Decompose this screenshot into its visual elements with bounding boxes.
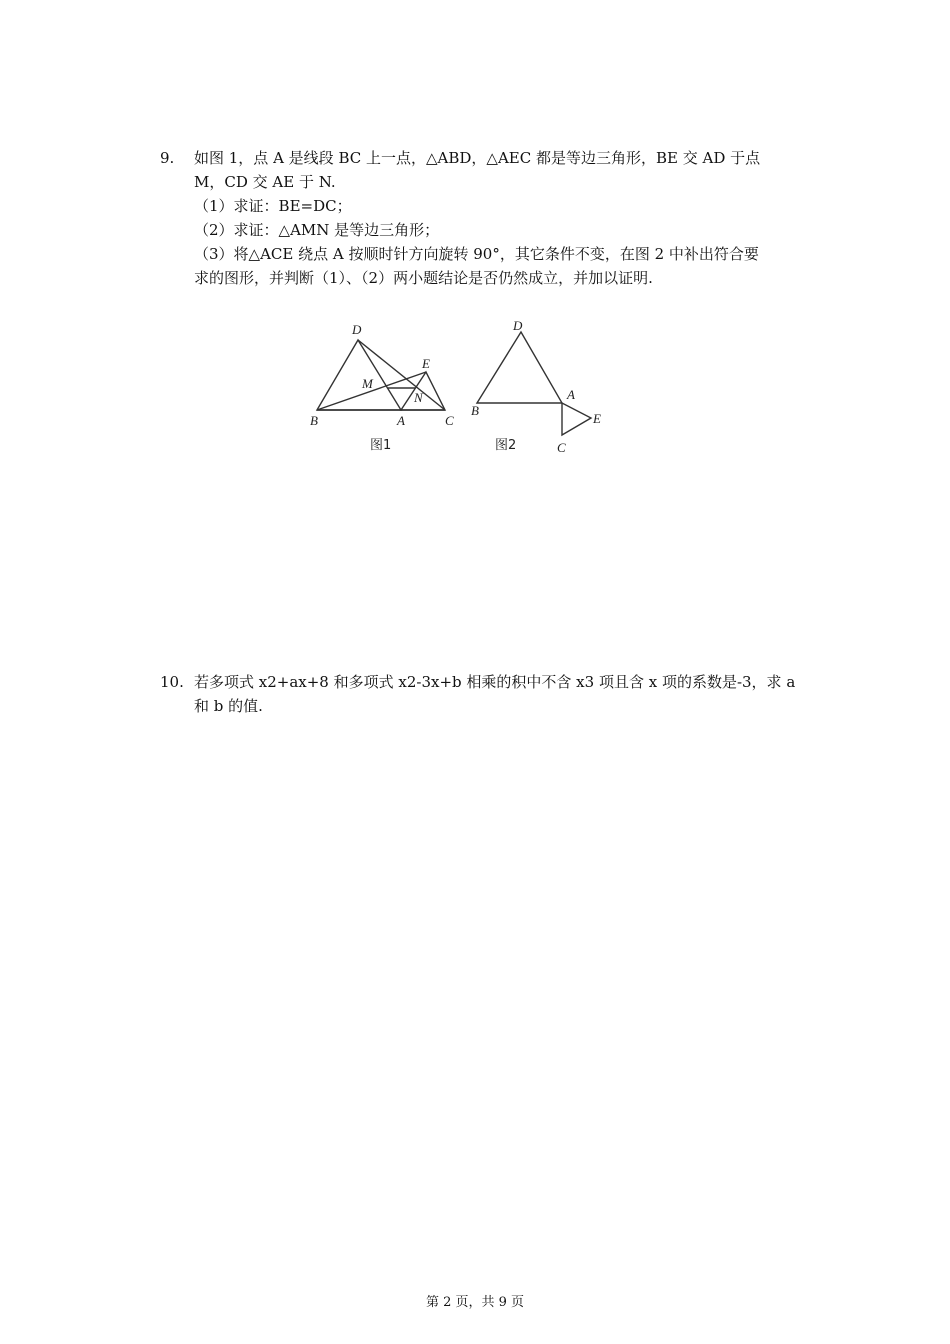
label-n: N <box>414 390 423 405</box>
triangle-ace <box>562 403 591 435</box>
segment-dc <box>358 340 445 410</box>
sub-question-2: （2）求证：△AMN 是等边三角形； <box>194 221 440 239</box>
figure-2 <box>465 315 615 464</box>
label-e: E <box>593 411 601 426</box>
label-d: D <box>513 318 523 333</box>
sub-question-3-cont: 求的图形，并判断（1）、（2）两小题结论是否仍然成立，并加以证明. <box>194 269 653 287</box>
question-text-line: M，CD 交 AE 于 N. <box>194 173 336 191</box>
figure-1-diagram <box>300 315 470 460</box>
label-c: C <box>445 413 454 428</box>
figure-1-caption: 图1 <box>370 438 392 453</box>
label-b: B <box>310 413 318 428</box>
figure-2-caption: 图2 <box>495 438 517 453</box>
sub-question-1: （1）求证：BE=DC； <box>194 197 352 215</box>
figure-2-diagram <box>465 315 615 460</box>
question-text-line: 和 b 的值. <box>194 697 263 715</box>
triangle-abd <box>317 340 401 410</box>
label-b: B <box>471 403 479 418</box>
triangle-abd <box>477 332 562 403</box>
question-number: 9. <box>160 149 175 167</box>
label-d: D <box>352 322 362 337</box>
question-10 <box>160 670 800 718</box>
question-number: 10. <box>160 673 184 691</box>
figure-1 <box>300 315 470 464</box>
page-footer: 第 2 页，共 9 页 <box>425 1295 525 1310</box>
label-c: C <box>557 440 566 455</box>
question-text-line: 若多项式 x2+ax+8 和多项式 x2-3x+b 相乘的积中不含 x3 项且含 x 项的系数是-3，求 a <box>194 673 796 691</box>
question-text-line: 如图 1，点 A 是线段 BC 上一点，△ABD，△AEC 都是等边三角形，BE 交 AD 于点 <box>194 149 761 167</box>
question-9 <box>160 146 800 290</box>
label-m: M <box>362 376 373 391</box>
sub-question-3: （3）将△ACE 绕点 A 按顺时针方向旋转 90°，其它条件不变，在图 2 中补出符合要 <box>194 245 759 263</box>
label-a: A <box>397 413 405 428</box>
label-a: A <box>567 387 575 402</box>
label-e: E <box>422 356 430 371</box>
